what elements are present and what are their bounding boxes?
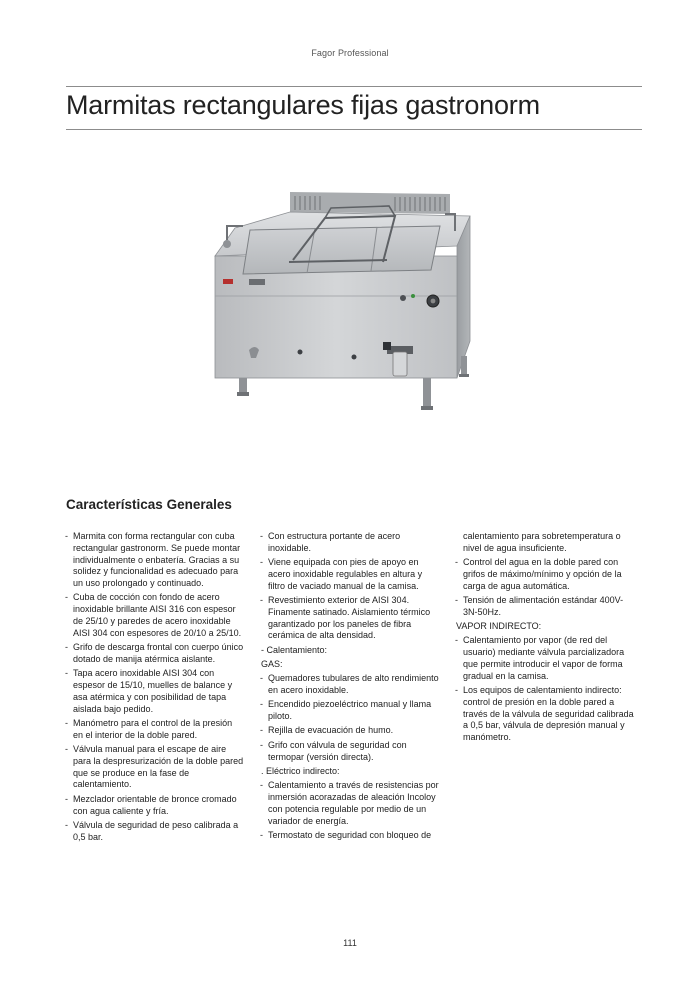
list-item: - Revestimiento exterior de AISI 304. Finamente satinado. Aislamiento térmico garantizado por los paneles de fibra cerámica de alta densidad. — [259, 595, 439, 642]
list-item: - Grifo con válvula de seguridad con termopar (versión directa). — [259, 740, 439, 764]
list-item: - Válvula manual para el escape de aire para la despresurización de la doble pared que se produce en la fase de calentamiento. — [64, 744, 244, 791]
heating-label: - Calentamiento: — [261, 644, 328, 655]
list-item: - Válvula de seguridad de peso calibrada a 0,5 bar. — [64, 820, 244, 844]
list-item: - Tensión de alimentación estándar 400V-3N-50Hz. — [454, 595, 634, 619]
list-item: - Marmita con forma rectangular con cuba rectangular gastronorm. Se puede montar individualmente o enbatería. Gracias a su solidez y funcionalidad es adecuado para un uso prolongado y continuado. — [64, 531, 244, 590]
list-item: - Con estructura portante de acero inoxidable. — [259, 531, 439, 555]
text-column-2 — [259, 531, 439, 844]
list-item: - Calentamiento a través de resistencias por inmersión acorazadas de aleación Incoloy con potencia regulable por medio de un variador de energía. — [259, 780, 439, 827]
list-item: - Cuba de cocción con fondo de acero inoxidable brillante AISI 316 con espesor de 25/10 y paredes de acero inoxidable AISI 304 con espesores de 20/10 a 25/10. — [64, 592, 244, 639]
page-title: Marmitas rectangulares fijas gastronorm — [66, 90, 540, 120]
list-item: - Control del agua en la doble pared con grifos de máximo/mínimo y opción de la carga de agua automática. — [454, 557, 634, 592]
title-rule-bottom — [66, 129, 642, 130]
list-item: - Encendido piezoeléctrico manual y llama piloto. — [259, 699, 439, 723]
list-item: - Tapa acero inoxidable AISI 304 con espesor de 15/10, muelles de balance y asa atérmica y con posibilidad de tapa aislada bajo pedido. — [64, 668, 244, 715]
list-item: - Mezclador orientable de bronce cromado con agua caliente y fría. — [64, 794, 244, 818]
product-image — [205, 186, 500, 421]
electric-label: . Eléctrico indirecto: — [261, 765, 340, 776]
text-column-1 — [64, 531, 244, 846]
title-rule-top — [66, 86, 642, 87]
list-item: - Grifo de descarga frontal con cuerpo único dotado de manija atérmica aislante. — [64, 642, 244, 666]
list-item: - Calentamiento por vapor (de red del usuario) mediante válvula parcializadora que permite introducir el vapor de forma gradual en la camisa. — [454, 635, 634, 682]
list-item: - Rejilla de evacuación de humo. — [259, 725, 439, 737]
gas-label: GAS: — [261, 658, 283, 669]
brand-header: Fagor Professional — [311, 48, 389, 58]
steam-label: VAPOR INDIRECTO: — [456, 621, 542, 632]
list-item: - Manómetro para el control de la presión en el interior de la doble pared. — [64, 718, 244, 742]
list-item-continuation: calentamiento para sobretemperatura o nivel de agua insuficiente. — [463, 531, 621, 553]
list-item: - Termostato de seguridad con bloqueo de — [259, 830, 439, 842]
list-item: - Viene equipada con pies de apoyo en acero inoxidable regulables en altura y filtro de vaciado manual de la camisa. — [259, 557, 439, 592]
section-heading: Características Generales — [66, 497, 232, 512]
list-item: - Los equipos de calentamiento indirecto: control de presión en la doble pared a través de la válvula de seguridad calibrada a 0,5 bar, válvula de depresión manual y manómetro. — [454, 685, 634, 744]
page-number: 111 — [343, 938, 357, 948]
text-column-3 — [454, 531, 634, 747]
list-item: - Quemadores tubulares de alto rendimiento en acero inoxidable. — [259, 673, 439, 697]
